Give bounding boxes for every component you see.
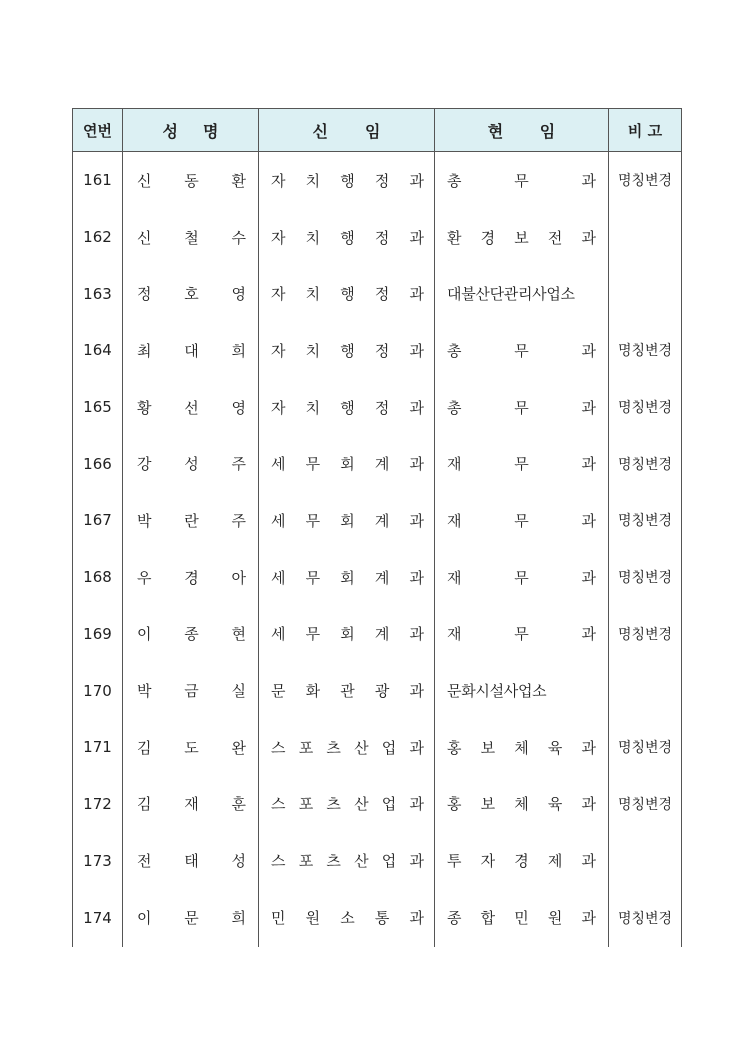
row-current-post: 홍 보 체 육 과	[435, 719, 609, 776]
header-note: 비 고	[627, 121, 663, 140]
row-new-post: 세 무 회 계 과	[259, 435, 435, 492]
row-current-post: 총 무 과	[435, 379, 609, 436]
table-row	[73, 549, 681, 606]
row-number: 173	[73, 832, 123, 889]
table-row	[73, 889, 681, 947]
row-note: 명칭변경	[617, 343, 673, 360]
row-current-post: 투 자 경 제 과	[435, 832, 609, 889]
table-row	[73, 435, 681, 492]
table-row	[73, 832, 681, 889]
row-number: 163	[73, 265, 123, 322]
row-number: 170	[73, 662, 123, 719]
row-new-post: 자 치 행 정 과	[259, 152, 435, 209]
row-number: 166	[73, 435, 123, 492]
row-new-post: 자 치 행 정 과	[259, 322, 435, 379]
row-new-post: 스 포 츠 산 업 과	[259, 719, 435, 776]
header-current-post: 현 임	[435, 109, 609, 151]
row-number: 174	[73, 889, 123, 947]
row-number: 168	[73, 549, 123, 606]
row-name: 강 성 주	[123, 435, 259, 492]
row-current-post: 재 무 과	[435, 549, 609, 606]
row-number: 167	[73, 492, 123, 549]
row-note	[609, 662, 681, 719]
row-current-post: 재 무 과	[435, 492, 609, 549]
row-current-post: 재 무 과	[435, 435, 609, 492]
table-row	[73, 776, 681, 833]
row-note: 명칭변경	[617, 796, 673, 813]
row-new-post: 스 포 츠 산 업 과	[259, 832, 435, 889]
row-note: 명칭변경	[617, 400, 673, 417]
row-current-post: 홍 보 체 육 과	[435, 776, 609, 833]
row-name: 이 문 희	[123, 889, 259, 947]
table-body	[73, 152, 681, 947]
row-new-post: 자 치 행 정 과	[259, 209, 435, 266]
table-row	[73, 152, 681, 209]
header-name: 성 명	[123, 109, 259, 151]
header-no: 연번	[73, 109, 123, 151]
row-name: 우 경 아	[123, 549, 259, 606]
row-new-post: 자 치 행 정 과	[259, 265, 435, 322]
row-note	[609, 209, 681, 266]
row-number: 169	[73, 606, 123, 663]
row-note: 명칭변경	[617, 570, 673, 587]
row-current-post: 종 합 민 원 과	[435, 889, 609, 947]
row-name: 최 대 희	[123, 322, 259, 379]
row-new-post: 자 치 행 정 과	[259, 379, 435, 436]
row-number: 164	[73, 322, 123, 379]
row-name: 김 재 훈	[123, 776, 259, 833]
row-new-post: 스 포 츠 산 업 과	[259, 776, 435, 833]
row-name: 이 종 현	[123, 606, 259, 663]
row-name: 신 동 환	[123, 152, 259, 209]
row-note: 명칭변경	[617, 513, 673, 530]
row-name: 박 란 주	[123, 492, 259, 549]
row-name: 신 철 수	[123, 209, 259, 266]
row-note	[609, 265, 681, 322]
row-new-post: 세 무 회 계 과	[259, 549, 435, 606]
table-row	[73, 719, 681, 776]
table-row	[73, 662, 681, 719]
row-name: 박 금 실	[123, 662, 259, 719]
row-current-post: 총 무 과	[435, 322, 609, 379]
row-new-post: 세 무 회 계 과	[259, 492, 435, 549]
table-row	[73, 322, 681, 379]
row-name: 정 호 영	[123, 265, 259, 322]
row-number: 172	[73, 776, 123, 833]
row-name: 황 선 영	[123, 379, 259, 436]
row-current-post: 대불산단관리사업소	[435, 265, 609, 322]
row-new-post: 문 화 관 광 과	[259, 662, 435, 719]
row-new-post: 세 무 회 계 과	[259, 606, 435, 663]
row-current-post: 환 경 보 전 과	[435, 209, 609, 266]
table-row	[73, 606, 681, 663]
row-current-post: 문화시설사업소	[435, 662, 609, 719]
row-number: 165	[73, 379, 123, 436]
row-name: 김 도 완	[123, 719, 259, 776]
table-header	[73, 108, 681, 152]
table-row	[73, 492, 681, 549]
row-note: 명칭변경	[617, 173, 673, 190]
row-current-post: 재 무 과	[435, 606, 609, 663]
row-note	[609, 832, 681, 889]
row-note: 명칭변경	[617, 456, 673, 473]
row-new-post: 민 원 소 통 과	[259, 889, 435, 947]
row-note: 명칭변경	[617, 910, 673, 927]
personnel-table	[72, 108, 682, 947]
row-number: 161	[73, 152, 123, 209]
header-new-post: 신 임	[259, 109, 435, 151]
table-row	[73, 379, 681, 436]
table-row	[73, 265, 681, 322]
row-number: 171	[73, 719, 123, 776]
row-note: 명칭변경	[617, 626, 673, 643]
row-name: 전 태 성	[123, 832, 259, 889]
row-current-post: 총 무 과	[435, 152, 609, 209]
row-number: 162	[73, 209, 123, 266]
row-note: 명칭변경	[617, 740, 673, 757]
table-row	[73, 209, 681, 266]
